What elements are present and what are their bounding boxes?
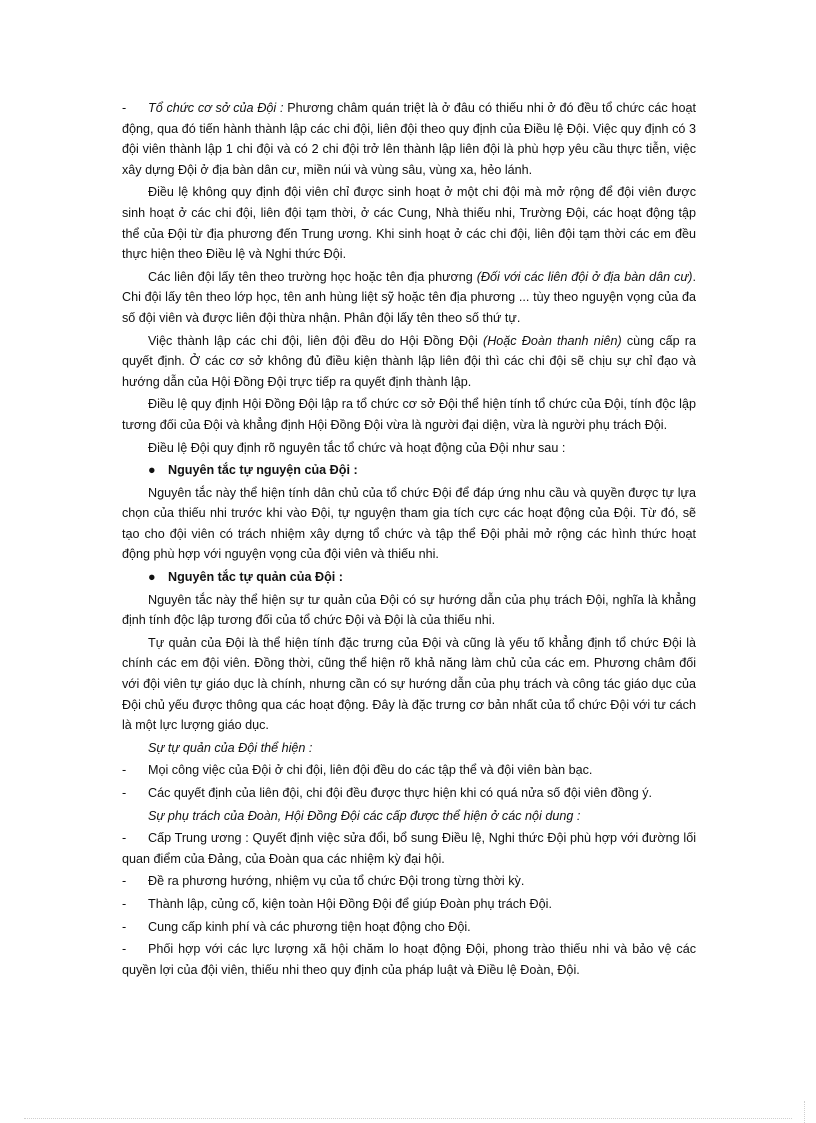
- list-item-text: Cấp Trung ương : Quyết định việc sửa đổi, bổ sung Điều lệ, Nghi thức Đội phù hợp với đường lối quan điểm của Đảng, của Đoàn qua các nhiệm kỳ đại hội.: [122, 831, 696, 866]
- document-page: [122, 98, 696, 982]
- list-item: [122, 871, 696, 892]
- dash-marker: -: [122, 763, 127, 778]
- paragraph-dieu-le: Điều lệ không quy định đội viên chỉ được sinh hoạt ở một chi đội mà mở rộng để đội viên được sinh hoạt ở các chi đội, liên đội tạm thời, ở các Cung, Nhà thiếu nhi, Trường Đội, các hoạt động tập thể của Đội từ địa phương đến Trung ương. Khi sinh hoạt ở các chi đội, liên đội tạm thời các em đều thực hiện theo Điều lệ và Nghi thức Đội.: [122, 185, 696, 262]
- paragraph-text: . Chi đội lấy tên theo lớp học, tên anh hùng liệt sỹ hoặc tên địa phương ... tùy theo nguyện vọng của đa số đội viên và được liên đội thừa nhận. Phân đội lấy tên theo số thứ tự.: [122, 269, 696, 325]
- list-item: [122, 917, 696, 938]
- list-item: [122, 894, 696, 915]
- bullet-icon: ●: [148, 570, 156, 585]
- page-bottom-divider: [24, 1118, 792, 1119]
- paragraph-text: Phương châm quán triệt là ở đâu có thiếu nhi ở đó đều tổ chức các hoạt động, qua đó tiến hành thành lập các chi đội, liên đội theo quy định của Điều lệ Đội. Việc quy định có 3 đội viên thành lập 1 chi đội và có 2 chi đội trở lên thành lập liên đội là phù hợp yêu cầu thực tiễn, việc xây dựng Đội ở địa bàn dân cư, miền núi và vùng sâu, vùng xa, hẻo lánh.: [122, 101, 697, 177]
- dash-marker: -: [122, 896, 127, 911]
- list-item-text: Mọi công việc của Đội ở chi đội, liên đội đều do các tập thể và đội viên bàn bạc.: [148, 763, 593, 778]
- list-item-text: Cung cấp kinh phí và các phương tiện hoạt động cho Đội.: [148, 919, 471, 934]
- paragraph-tu-quan-2: Tự quản của Đội là thể hiện tính đặc trưng của Đội và cũng là yếu tố khẳng định tổ chức Đội là chính các em đội viên. Đồng thời, cũng thể hiện rõ khả năng làm chủ của các em. Phương châm đối với đội viên tự giáo dục là chính, nhưng cần có sự hướng dẫn của phụ trách và công tác giáo dục của Đội chủ yếu được thông qua các hoạt động. Đây là đặc trưng cơ bản nhất của tổ chức Đội với tư cách là một lực lượng giáo dục.: [122, 635, 696, 733]
- list-item: [122, 828, 696, 869]
- list-item-text: Đề ra phương hướng, nhiệm vụ của tổ chức Đội trong từng thời kỳ.: [148, 874, 525, 889]
- list-item: [122, 760, 696, 781]
- list-item-text: Phối hợp với các lực lượng xã hội chăm lo hoạt động Đội, phong trào thiếu nhi và bảo vệ các quyền lợi của đội viên, thiếu nhi theo quy định của pháp luật và Điều lệ Đoàn, Đội.: [122, 942, 696, 977]
- dash-marker: -: [122, 786, 127, 800]
- paragraph-thanh-lap: [122, 331, 696, 393]
- dash-marker: -: [122, 101, 127, 115]
- bullet-heading-tu-quan: [148, 567, 696, 588]
- dash-marker: -: [122, 874, 127, 889]
- page-corner-mark: [800, 1101, 810, 1123]
- list-item: [122, 783, 696, 804]
- paragraph-tu-nguyen: Nguyên tắc này thể hiện tính dân chủ của tổ chức Đội để đáp ứng nhu cầu và quyền được tự lựa chọn của thiếu nhi trước khi vào Đội, tự nguyện tham gia tích cực các hoạt động của Đội. Từ đó, sẽ tạo cho đội viên có trách nhiệm xây dựng tổ chức và tập thể Đội phải mở rộng các hình thức hoạt động phù hợp với nguyện vọng của đội viên và thiếu nhi.: [122, 485, 696, 562]
- paragraph-text: Việc thành lập các chi đội, liên đội đều do Hội Đồng Đội: [148, 333, 483, 348]
- italic-note: (Hoặc Đoàn thanh niên): [483, 333, 622, 348]
- bullet-icon: ●: [148, 463, 156, 478]
- bullet-heading-text: Nguyên tắc tự nguyện của Đội :: [168, 463, 358, 478]
- italic-subheading-tu-quan: Sự tự quản của Đội thể hiện :: [148, 740, 313, 755]
- italic-subheading-phu-trach: Sự phụ trách của Đoàn, Hội Đồng Đội các cấp được thể hiện ở các nội dung :: [148, 808, 581, 823]
- list-item: [122, 939, 696, 980]
- paragraph-nguyen-tac-intro: Điều lệ Đội quy định rõ nguyên tắc tổ chức và hoạt động của Đội như sau :: [148, 440, 566, 455]
- dash-marker: -: [122, 942, 127, 957]
- dash-marker: -: [122, 831, 127, 846]
- paragraph-tu-quan-1: Nguyên tắc này thể hiện sự tư quản của Đội có sự hướng dẫn của phụ trách Đội, nghĩa là khẳng định tính độc lập tương đối của tổ chức Đội và Đội là của thiếu nhi.: [122, 592, 696, 628]
- paragraph-lien-doi-ten: [122, 267, 696, 329]
- dash-marker: -: [122, 919, 127, 934]
- paragraph-to-chuc-co-so: [122, 98, 696, 180]
- paragraph-hoi-dong-doi: Điều lệ quy định Hội Đồng Đội lập ra tổ chức cơ sở Đội thể hiện tính tổ chức của Đội, tính độc lập tương đối của Đội và khẳng định Hội Đồng Đội vừa là người đại diện, vừa là người phụ trách Đội.: [122, 397, 696, 432]
- paragraph-text: cùng cấp ra quyết định. Ở các cơ sở không đủ điều kiện thành lập liên đội thì các chi đội sẽ chịu sự chỉ đạo và hướng dẫn của Hội Đồng Đội trực tiếp ra quyết định thành lập.: [122, 333, 696, 389]
- italic-heading: Tổ chức cơ sở của Đội :: [148, 101, 284, 115]
- italic-note: (Đối với các liên đội ở địa bàn dân cư): [476, 269, 693, 284]
- list-item-text: Thành lập, củng cố, kiện toàn Hội Đồng Đội để giúp Đoàn phụ trách Đội.: [148, 896, 552, 911]
- list-item-text: Các quyết định của liên đội, chi đội đều được thực hiện khi có quá nửa số đội viên đồng ý.: [148, 786, 653, 800]
- paragraph-text: Các liên đội lấy tên theo trường học hoặc tên địa phương: [148, 269, 477, 284]
- bullet-heading-text: Nguyên tắc tự quản của Đội :: [168, 570, 343, 585]
- bullet-heading-tu-nguyen: [148, 460, 696, 481]
